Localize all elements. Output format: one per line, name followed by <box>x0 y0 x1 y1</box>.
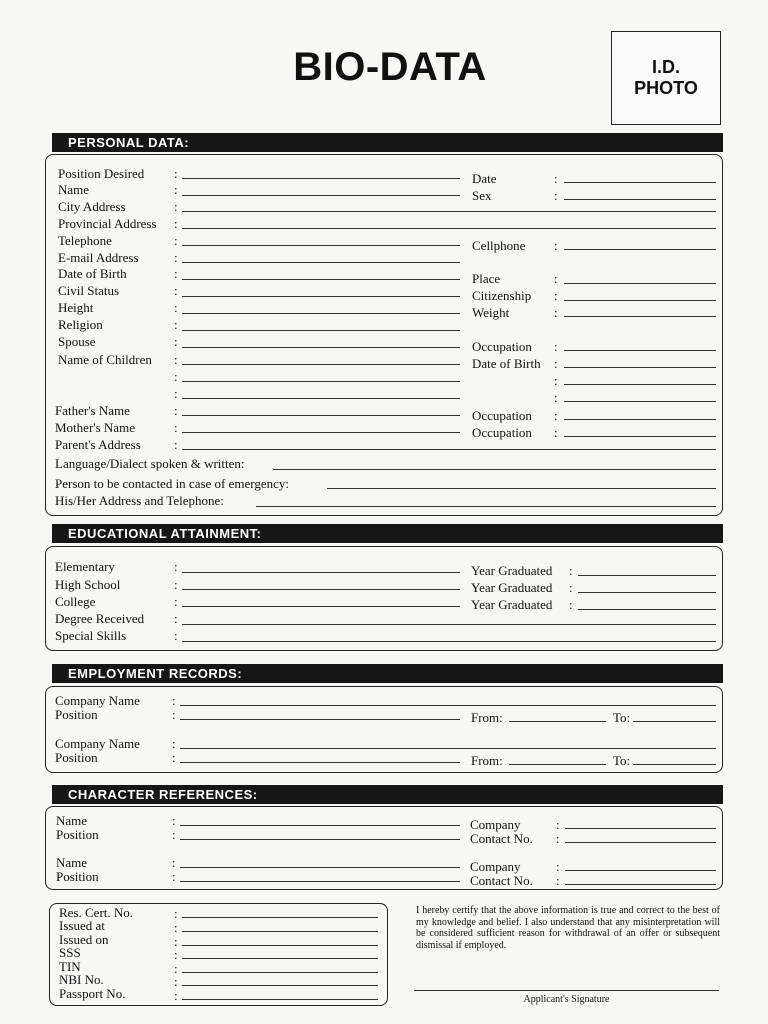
input-mothers-name[interactable] <box>182 432 460 433</box>
colon: : <box>172 750 176 765</box>
colon: : <box>554 305 558 320</box>
colon: : <box>174 403 178 418</box>
colon: : <box>554 238 558 253</box>
colon: : <box>174 216 178 231</box>
signature-line[interactable] <box>414 990 719 991</box>
label-from-2: From: <box>471 753 503 768</box>
label-ref-name-1: Name <box>56 813 88 828</box>
section-header-education: EDUCATIONAL ATTAINMENT: <box>52 524 723 543</box>
colon: : <box>172 813 176 828</box>
input-citizenship[interactable] <box>564 300 716 301</box>
input-ref-contact-1[interactable] <box>565 842 716 843</box>
label-language: Language/Dialect spoken & written: <box>55 456 245 471</box>
input-company-name-2[interactable] <box>180 748 716 749</box>
input-sss[interactable] <box>182 958 378 959</box>
label-ref-position-1: Position <box>56 827 99 842</box>
label-ref-position-2: Position <box>56 869 99 884</box>
colon: : <box>174 386 178 401</box>
label-year-graduated-elementary: Year Graduated <box>471 563 553 578</box>
label-place: Place <box>472 271 501 286</box>
label-degree-received: Degree Received <box>55 611 145 626</box>
colon: : <box>174 352 178 367</box>
input-date-of-birth[interactable] <box>182 279 460 280</box>
colon: : <box>174 283 178 298</box>
id-photo-box[interactable] <box>611 31 721 125</box>
colon: : <box>174 334 178 349</box>
colon: : <box>174 594 178 609</box>
input-degree-received[interactable] <box>182 624 716 625</box>
colon: : <box>554 288 558 303</box>
label-nbi-no: NBI No. <box>59 972 104 987</box>
input-child-1[interactable] <box>182 364 460 365</box>
photo-label-line1: I.D. <box>651 57 680 77</box>
label-year-graduated-college: Year Graduated <box>471 597 553 612</box>
input-position-2[interactable] <box>180 762 460 763</box>
label-date: Date <box>472 171 497 186</box>
input-tin[interactable] <box>182 972 378 973</box>
input-ref-position-1[interactable] <box>180 839 460 840</box>
label-spouse-occupation: Occupation <box>472 339 532 354</box>
label-emergency-address: His/Her Address and Telephone: <box>55 493 224 508</box>
input-child-dob-3[interactable] <box>564 401 716 402</box>
section-box-education <box>45 546 723 651</box>
input-place[interactable] <box>564 283 716 284</box>
colon: : <box>174 437 178 452</box>
input-emergency-address[interactable] <box>256 506 716 507</box>
input-name[interactable] <box>182 195 460 196</box>
label-religion: Religion <box>58 317 103 332</box>
input-child-dob-1[interactable] <box>564 367 716 368</box>
colon: : <box>174 577 178 592</box>
label-to-2: To: <box>613 753 631 768</box>
label-date-of-birth: Date of Birth <box>58 266 127 281</box>
input-language[interactable] <box>273 469 716 470</box>
label-fathers-name: Father's Name <box>55 403 130 418</box>
label-child-date-of-birth: Date of Birth <box>472 356 541 371</box>
input-nbi-no[interactable] <box>182 985 378 986</box>
label-emergency-contact: Person to be contacted in case of emergency: <box>55 476 290 491</box>
colon: : <box>172 707 176 722</box>
colon: : <box>554 339 558 354</box>
colon: : <box>556 873 560 888</box>
colon: : <box>174 233 178 248</box>
input-ref-contact-2[interactable] <box>565 884 716 885</box>
certification-text: I hereby certify that the above information is true and correct to the best of my knowledge and belief. I also understand that any misinterpretation will be considered sufficient reason for withdrawal of an offer or subsequent dismissal if employed. <box>416 905 720 951</box>
section-box-references <box>45 806 723 890</box>
input-ref-company-2[interactable] <box>565 870 716 871</box>
colon: : <box>174 934 178 949</box>
input-res-cert-no[interactable] <box>182 917 378 918</box>
input-special-skills[interactable] <box>182 641 716 642</box>
colon: : <box>174 988 178 1003</box>
input-company-name-1[interactable] <box>180 705 716 706</box>
colon: : <box>174 611 178 626</box>
input-issued-on[interactable] <box>182 945 378 946</box>
colon: : <box>554 188 558 203</box>
colon: : <box>172 869 176 884</box>
colon: : <box>556 859 560 874</box>
label-father-occupation: Occupation <box>472 408 532 423</box>
input-issued-at[interactable] <box>182 931 378 932</box>
input-religion[interactable] <box>182 330 460 331</box>
input-provincial-address[interactable] <box>182 228 716 229</box>
colon: : <box>174 317 178 332</box>
input-year-elementary[interactable] <box>578 575 716 576</box>
colon: : <box>174 250 178 265</box>
label-company-name-1: Company Name <box>55 693 140 708</box>
label-special-skills: Special Skills <box>55 628 127 643</box>
label-citizenship: Citizenship <box>472 288 532 303</box>
label-cellphone: Cellphone <box>472 238 526 253</box>
colon: : <box>569 563 573 578</box>
label-name-of-children: Name of Children <box>58 352 152 367</box>
label-parents-address: Parent's Address <box>55 437 141 452</box>
label-issued-on: Issued on <box>59 932 109 947</box>
colon: : <box>174 961 178 976</box>
input-to-2[interactable] <box>633 764 716 765</box>
colon: : <box>554 390 558 405</box>
colon: : <box>172 736 176 751</box>
input-email-address[interactable] <box>182 262 460 263</box>
input-child-3[interactable] <box>182 398 460 399</box>
colon: : <box>172 693 176 708</box>
input-city-address[interactable] <box>182 211 716 212</box>
label-elementary: Elementary <box>55 559 115 574</box>
label-ref-company-2: Company <box>470 859 521 874</box>
colon: : <box>174 420 178 435</box>
input-parents-address[interactable] <box>182 449 716 450</box>
label-tin: TIN <box>59 959 81 974</box>
label-provincial-address: Provincial Address <box>58 216 157 231</box>
label-res-cert-no: Res. Cert. No. <box>59 905 134 920</box>
colon: : <box>174 300 178 315</box>
label-city-address: City Address <box>58 199 126 214</box>
input-elementary[interactable] <box>182 572 460 573</box>
label-sex: Sex <box>472 188 492 203</box>
input-sex[interactable] <box>564 199 716 200</box>
input-position-desired[interactable] <box>182 178 460 179</box>
input-passport-no[interactable] <box>182 999 378 1000</box>
label-issued-at: Issued at <box>59 918 105 933</box>
input-from-2[interactable] <box>509 764 606 765</box>
input-spouse[interactable] <box>182 347 460 348</box>
label-civil-status: Civil Status <box>58 283 120 298</box>
input-ref-name-1[interactable] <box>180 825 460 826</box>
input-cellphone[interactable] <box>564 249 716 250</box>
colon: : <box>174 974 178 989</box>
input-year-high-school[interactable] <box>578 592 716 593</box>
colon: : <box>174 182 178 197</box>
input-height[interactable] <box>182 313 460 314</box>
colon: : <box>172 855 176 870</box>
input-civil-status[interactable] <box>182 296 460 297</box>
form-title: BIO-DATA <box>293 45 487 89</box>
input-high-school[interactable] <box>182 589 460 590</box>
label-ref-contact-2: Contact No. <box>470 873 533 888</box>
colon: : <box>174 559 178 574</box>
colon: : <box>554 425 558 440</box>
section-header-employment: EMPLOYMENT RECORDS: <box>52 664 723 683</box>
label-college: College <box>55 594 96 609</box>
section-header-references: CHARACTER REFERENCES: <box>52 785 723 804</box>
colon: : <box>554 171 558 186</box>
colon: : <box>554 373 558 388</box>
colon: : <box>174 628 178 643</box>
label-position-2: Position <box>55 750 98 765</box>
label-ref-company-1: Company <box>470 817 521 832</box>
colon: : <box>556 817 560 832</box>
input-spouse-occupation[interactable] <box>564 350 716 351</box>
label-to-1: To: <box>613 710 631 725</box>
colon: : <box>174 166 178 181</box>
input-college[interactable] <box>182 606 460 607</box>
input-child-2[interactable] <box>182 381 460 382</box>
label-position-1: Position <box>55 707 98 722</box>
colon: : <box>174 947 178 962</box>
photo-label-line2: PHOTO <box>634 78 698 98</box>
label-email-address: E-mail Address <box>58 250 139 265</box>
signature-label: Applicant's Signature <box>523 994 610 1005</box>
colon: : <box>569 580 573 595</box>
section-header-personal: PERSONAL DATA: <box>52 133 723 152</box>
colon: : <box>172 827 176 842</box>
input-mother-occupation[interactable] <box>564 436 716 437</box>
label-mothers-name: Mother's Name <box>55 420 135 435</box>
input-ref-position-2[interactable] <box>180 881 460 882</box>
colon: : <box>174 906 178 921</box>
label-ref-name-2: Name <box>56 855 88 870</box>
input-ref-name-2[interactable] <box>180 867 460 868</box>
input-child-dob-2[interactable] <box>564 384 716 385</box>
label-from-1: From: <box>471 710 503 725</box>
colon: : <box>554 356 558 371</box>
label-telephone: Telephone <box>58 233 112 248</box>
colon: : <box>174 369 178 384</box>
label-position-desired: Position Desired <box>58 166 145 181</box>
label-spouse: Spouse <box>58 334 96 349</box>
label-ref-contact-1: Contact No. <box>470 831 533 846</box>
input-year-college[interactable] <box>578 609 716 610</box>
input-fathers-name[interactable] <box>182 415 460 416</box>
label-company-name-2: Company Name <box>55 736 140 751</box>
label-passport-no: Passport No. <box>59 986 126 1001</box>
colon: : <box>554 271 558 286</box>
input-father-occupation[interactable] <box>564 419 716 420</box>
input-emergency-contact[interactable] <box>327 488 716 489</box>
label-sss: SSS <box>59 945 81 960</box>
colon: : <box>554 408 558 423</box>
colon: : <box>174 266 178 281</box>
label-high-school: High School <box>55 577 121 592</box>
input-telephone[interactable] <box>182 245 460 246</box>
input-to-1[interactable] <box>633 721 716 722</box>
input-ref-company-1[interactable] <box>565 828 716 829</box>
input-position-1[interactable] <box>180 719 460 720</box>
input-weight[interactable] <box>564 316 716 317</box>
label-weight: Weight <box>472 305 510 320</box>
colon: : <box>174 920 178 935</box>
label-year-graduated-high-school: Year Graduated <box>471 580 553 595</box>
colon: : <box>556 831 560 846</box>
label-height: Height <box>58 300 94 315</box>
colon: : <box>174 199 178 214</box>
label-mother-occupation: Occupation <box>472 425 532 440</box>
colon: : <box>569 597 573 612</box>
input-from-1[interactable] <box>509 721 606 722</box>
label-name: Name <box>58 182 90 197</box>
input-date[interactable] <box>564 182 716 183</box>
